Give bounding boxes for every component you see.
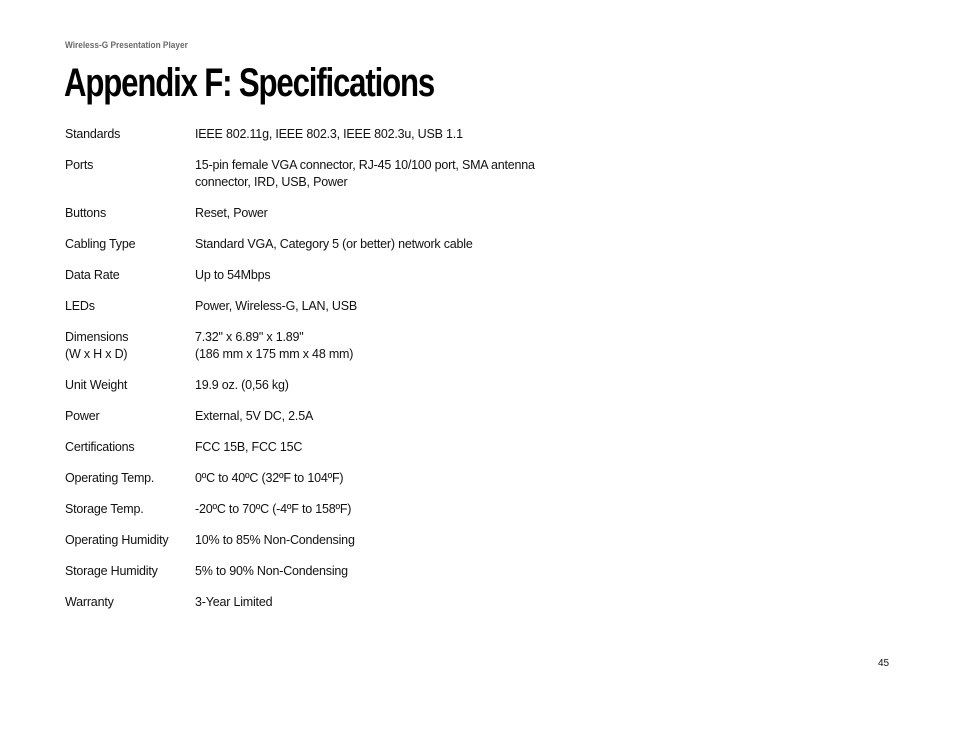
- spec-value: Up to 54Mbps: [195, 267, 271, 282]
- page-number: 45: [878, 658, 890, 669]
- spec-row-dimensions: [65, 329, 625, 362]
- spec-row-certifications: [65, 439, 625, 456]
- spec-label: Data Rate: [65, 267, 120, 282]
- spec-row-storage-humidity: [65, 563, 625, 580]
- spec-label: Ports: [65, 158, 94, 173]
- spec-label: Power: [65, 408, 100, 423]
- spec-label: Storage Humidity: [65, 564, 158, 579]
- spec-value: Standard VGA, Category 5 (or better) network cable: [195, 236, 473, 251]
- spec-value: Reset, Power: [195, 205, 268, 220]
- page-title: Appendix F: Specifications: [64, 61, 435, 105]
- spec-row-storage-temp: [65, 501, 625, 518]
- spec-label: Buttons: [65, 205, 106, 220]
- spec-value: 3-Year Limited: [195, 595, 273, 610]
- spec-label: Operating Humidity: [65, 533, 169, 548]
- spec-label: Dimensions (W x H x D): [65, 330, 129, 361]
- spec-value: 10% to 85% Non-Condensing: [195, 533, 355, 548]
- spec-value: 7.32" x 6.89" x 1.89" (186 mm x 175 mm x 48 mm): [195, 330, 354, 361]
- spec-row-standards: [65, 126, 625, 143]
- spec-row-data-rate: [65, 267, 625, 284]
- spec-row-unit-weight: [65, 377, 625, 394]
- spec-label: Operating Temp.: [65, 470, 155, 485]
- spec-row-ports: [65, 157, 625, 190]
- spec-value: IEEE 802.11g, IEEE 802.3, IEEE 802.3u, USB 1.1: [195, 127, 463, 141]
- spec-row-leds: [65, 298, 625, 315]
- spec-row-buttons: [65, 205, 625, 222]
- spec-label: Unit Weight: [65, 377, 128, 392]
- spec-row-operating-temp: [65, 470, 625, 487]
- spec-label: LEDs: [65, 298, 95, 313]
- spec-value: 0ºC to 40ºC (32ºF to 104ºF): [195, 470, 344, 485]
- spec-label: Storage Temp.: [65, 502, 144, 517]
- spec-label: Standards: [65, 127, 121, 141]
- spec-row-operating-humidity: [65, 532, 625, 549]
- spec-row-warranty: [65, 594, 625, 611]
- spec-value: 19.9 oz. (0,56 kg): [195, 377, 289, 392]
- running-header: Wireless-G Presentation Player: [65, 40, 188, 50]
- spec-value: Power, Wireless-G, LAN, USB: [195, 298, 358, 313]
- spec-row-power: [65, 408, 625, 425]
- spec-value: FCC 15B, FCC 15C: [195, 439, 303, 454]
- spec-value: 5% to 90% Non-Condensing: [195, 564, 348, 579]
- spec-value: External, 5V DC, 2.5A: [195, 408, 314, 423]
- spec-value: -20ºC to 70ºC (-4ºF to 158ºF): [195, 502, 352, 517]
- specifications-table: [65, 126, 625, 625]
- spec-label: Certifications: [65, 439, 135, 454]
- spec-label: Warranty: [65, 595, 114, 610]
- spec-label: Cabling Type: [65, 236, 136, 251]
- spec-value: 15-pin female VGA connector, RJ-45 10/100 port, SMA antenna connector, IRD, USB, Power: [195, 158, 535, 189]
- spec-row-cabling-type: [65, 236, 625, 253]
